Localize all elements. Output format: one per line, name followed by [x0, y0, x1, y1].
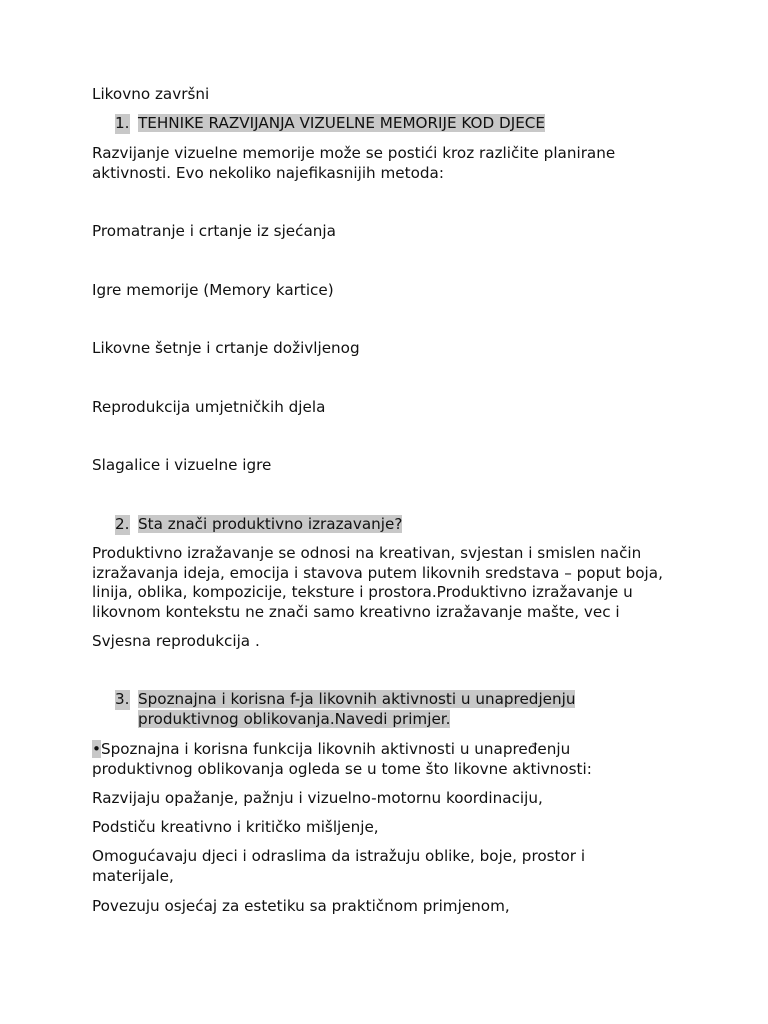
- section-2-number: 2.: [115, 515, 130, 533]
- section-2-body: Produktivno izražavanje se odnosi na kreativan, svjestan i smislen način izražavanja ideja, emocija i stavova putem likovnih sredstava – poput boja, linija, oblika, kompozicije, teksture i prostora.Produktivno izražavanje u likovnom kontekstu ne znači samo kreativno izražavanje mašte, vec i: [92, 544, 663, 621]
- section-1-heading: [115, 114, 675, 134]
- method-item: Promatranje i crtanje iz sjećanja: [92, 222, 336, 240]
- method-item: Slagalice i vizuelne igre: [92, 456, 272, 474]
- section-3-intro-text: Spoznajna i korisna funkcija likovnih aktivnosti u unapređenju produktivnog oblikovanja ogleda se u tome što likovne aktivnosti:: [92, 740, 592, 778]
- method-item: Reprodukcija umjetničkih djela: [92, 398, 326, 416]
- section-1-intro: Razvijanje vizuelne memorije može se postići kroz različite planirane aktivnosti. Evo nekoliko najefikasnijih metoda:: [92, 144, 616, 182]
- section-3-point: Omogućavaju djeci i odraslima da istražuju oblike, boje, prostor i materijale,: [92, 847, 586, 885]
- method-item: Likovne šetnje i crtanje doživljenog: [92, 339, 360, 357]
- section-2-heading: [115, 515, 675, 535]
- section-3-point: Povezuju osjećaj za estetiku sa praktičnom primjenom,: [92, 897, 510, 915]
- section-3-heading-text: Spoznajna i korisna f-ja likovnih aktivnosti u unapredjenju produktivnog oblikovanja.Navedi primjer.: [138, 690, 576, 728]
- section-2-body-continued: Svjesna reprodukcija .: [92, 632, 260, 650]
- document-title: Likovno završni: [92, 85, 210, 103]
- section-3-intro: [92, 740, 652, 779]
- section-1-number: 1.: [115, 114, 130, 132]
- section-3-point: Podstiču kreativno i kritičko mišljenje,: [92, 818, 379, 836]
- section-1-heading-text: TEHNIKE RAZVIJANJA VIZUELNE MEMORIJE KOD DJECE: [138, 114, 546, 132]
- bullet-marker: •: [92, 740, 101, 758]
- section-3-number: 3.: [115, 690, 130, 708]
- section-2-heading-text: Sta znači produktivno izrazavanje?: [138, 515, 403, 533]
- section-3-heading: [115, 690, 595, 729]
- method-item: Igre memorije (Memory kartice): [92, 281, 334, 299]
- section-3-point: Razvijaju opažanje, pažnju i vizuelno-motornu koordinaciju,: [92, 789, 543, 807]
